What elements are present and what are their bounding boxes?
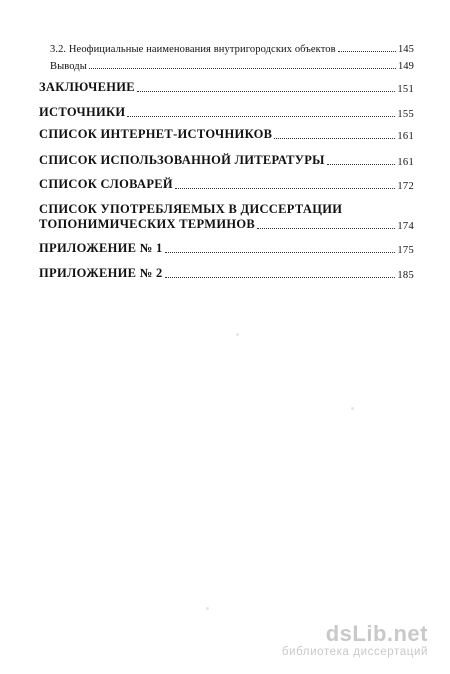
toc-entry-page: 145 xyxy=(397,44,414,55)
dot-leader xyxy=(274,138,395,139)
toc-entry xyxy=(39,153,414,168)
toc-entry-title: ИСТОЧНИКИ xyxy=(39,105,126,119)
watermark-subtitle: библиотека диссертаций xyxy=(281,646,428,658)
toc-entry-title: СПИСОК СЛОВАРЕЙ xyxy=(39,177,173,191)
toc-entry xyxy=(50,44,414,55)
dot-leader xyxy=(327,164,396,165)
toc-entry-page: 174 xyxy=(397,221,414,232)
dot-leader xyxy=(165,252,396,253)
toc-entry-title-line1: СПИСОК УПОТРЕБЛЯЕМЫХ В ДИССЕРТАЦИИ xyxy=(39,202,343,216)
toc-entry xyxy=(39,177,414,192)
toc-entry-title: Выводы xyxy=(50,61,87,72)
toc-entry-page: 172 xyxy=(397,181,414,192)
dot-leader xyxy=(127,116,395,117)
toc-entry xyxy=(50,61,414,72)
toc-entry-page: 161 xyxy=(397,157,414,168)
toc-entry-page: 151 xyxy=(397,84,414,95)
toc-entry xyxy=(39,105,414,120)
dot-leader xyxy=(257,228,395,229)
scan-speck xyxy=(351,407,354,410)
dot-leader xyxy=(175,188,395,189)
toc-entry-page: 149 xyxy=(397,61,414,72)
toc-entry-page: 185 xyxy=(397,270,414,281)
toc-entry-title: СПИСОК ИНТЕРНЕТ-ИСТОЧНИКОВ xyxy=(39,127,273,141)
scan-speck xyxy=(206,607,209,610)
toc-entry-title: ЗАКЛЮЧЕНИЕ xyxy=(39,80,135,94)
toc-entry-title-line2: ТОПОНИМИЧЕСКИХ ТЕРМИНОВ xyxy=(39,217,256,231)
watermark xyxy=(282,621,428,658)
toc-entry xyxy=(39,266,414,281)
dot-leader xyxy=(165,277,396,278)
dot-leader xyxy=(137,91,395,92)
toc-entry-page: 161 xyxy=(397,131,414,142)
watermark-logo: dsLib.net xyxy=(325,621,428,646)
toc-entry xyxy=(39,241,414,256)
dot-leader xyxy=(338,51,396,52)
toc-entry xyxy=(39,127,414,142)
toc-entry-title: 3.2. Неофициальные наименования внутригородских объектов xyxy=(50,44,336,55)
toc-entry-page: 175 xyxy=(397,245,414,256)
scan-speck xyxy=(236,333,239,336)
toc-entry xyxy=(39,80,414,95)
dot-leader xyxy=(89,68,396,69)
toc-entry-title: СПИСОК ИСПОЛЬЗОВАННОЙ ЛИТЕРАТУРЫ xyxy=(39,153,325,167)
toc-entry-title: ПРИЛОЖЕНИЕ № 1 xyxy=(39,241,163,255)
toc-entry-page: 155 xyxy=(397,109,414,120)
toc-entry-title: ПРИЛОЖЕНИЕ № 2 xyxy=(39,266,163,280)
